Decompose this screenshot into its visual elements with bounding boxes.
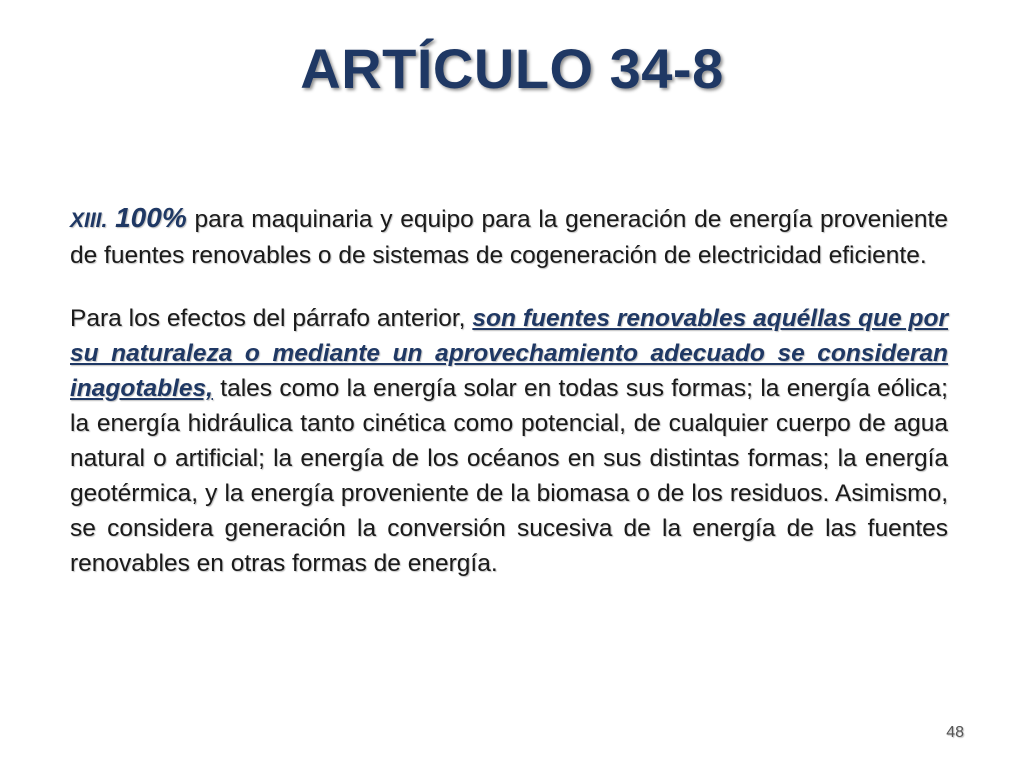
paragraph2-rest: tales como la energía solar en todas sus formas; la energía eólica; la energía hidráulica tanto cinética como potencial, de cualquier cuerpo de agua natural o artificial; la energía de los océanos en sus distintas formas; la energía geotérmica, y la energía proveniente de la biomasa o de los residuos. Asimismo, se considera generación la conversión sucesiva de la energía de las fuentes renovables en otras formas de energía. [70,375,948,577]
page-number: 48 [946,724,964,741]
paragraph2-intro: Para los efectos del párrafo anterior, [70,305,473,332]
slide-title: ARTÍCULO 34-8 [300,37,724,100]
slide-body [70,200,948,581]
fraction-numeral: XIII. [70,209,108,232]
deduction-percent: 100% [115,202,187,233]
paragraph-renewable-definition [70,301,948,581]
renewable-definition-emphasis: son fuentes renovables aquéllas que por su naturaleza o mediante un aprovechamiento adecuado se consideran inagotables, [70,305,949,402]
paragraph-fraction-xiii [70,200,948,273]
paragraph1-text: para maquinaria y equipo para la generación de energía proveniente de fuentes renovables o de sistemas de cogeneración de electricidad eficiente. [70,206,948,269]
